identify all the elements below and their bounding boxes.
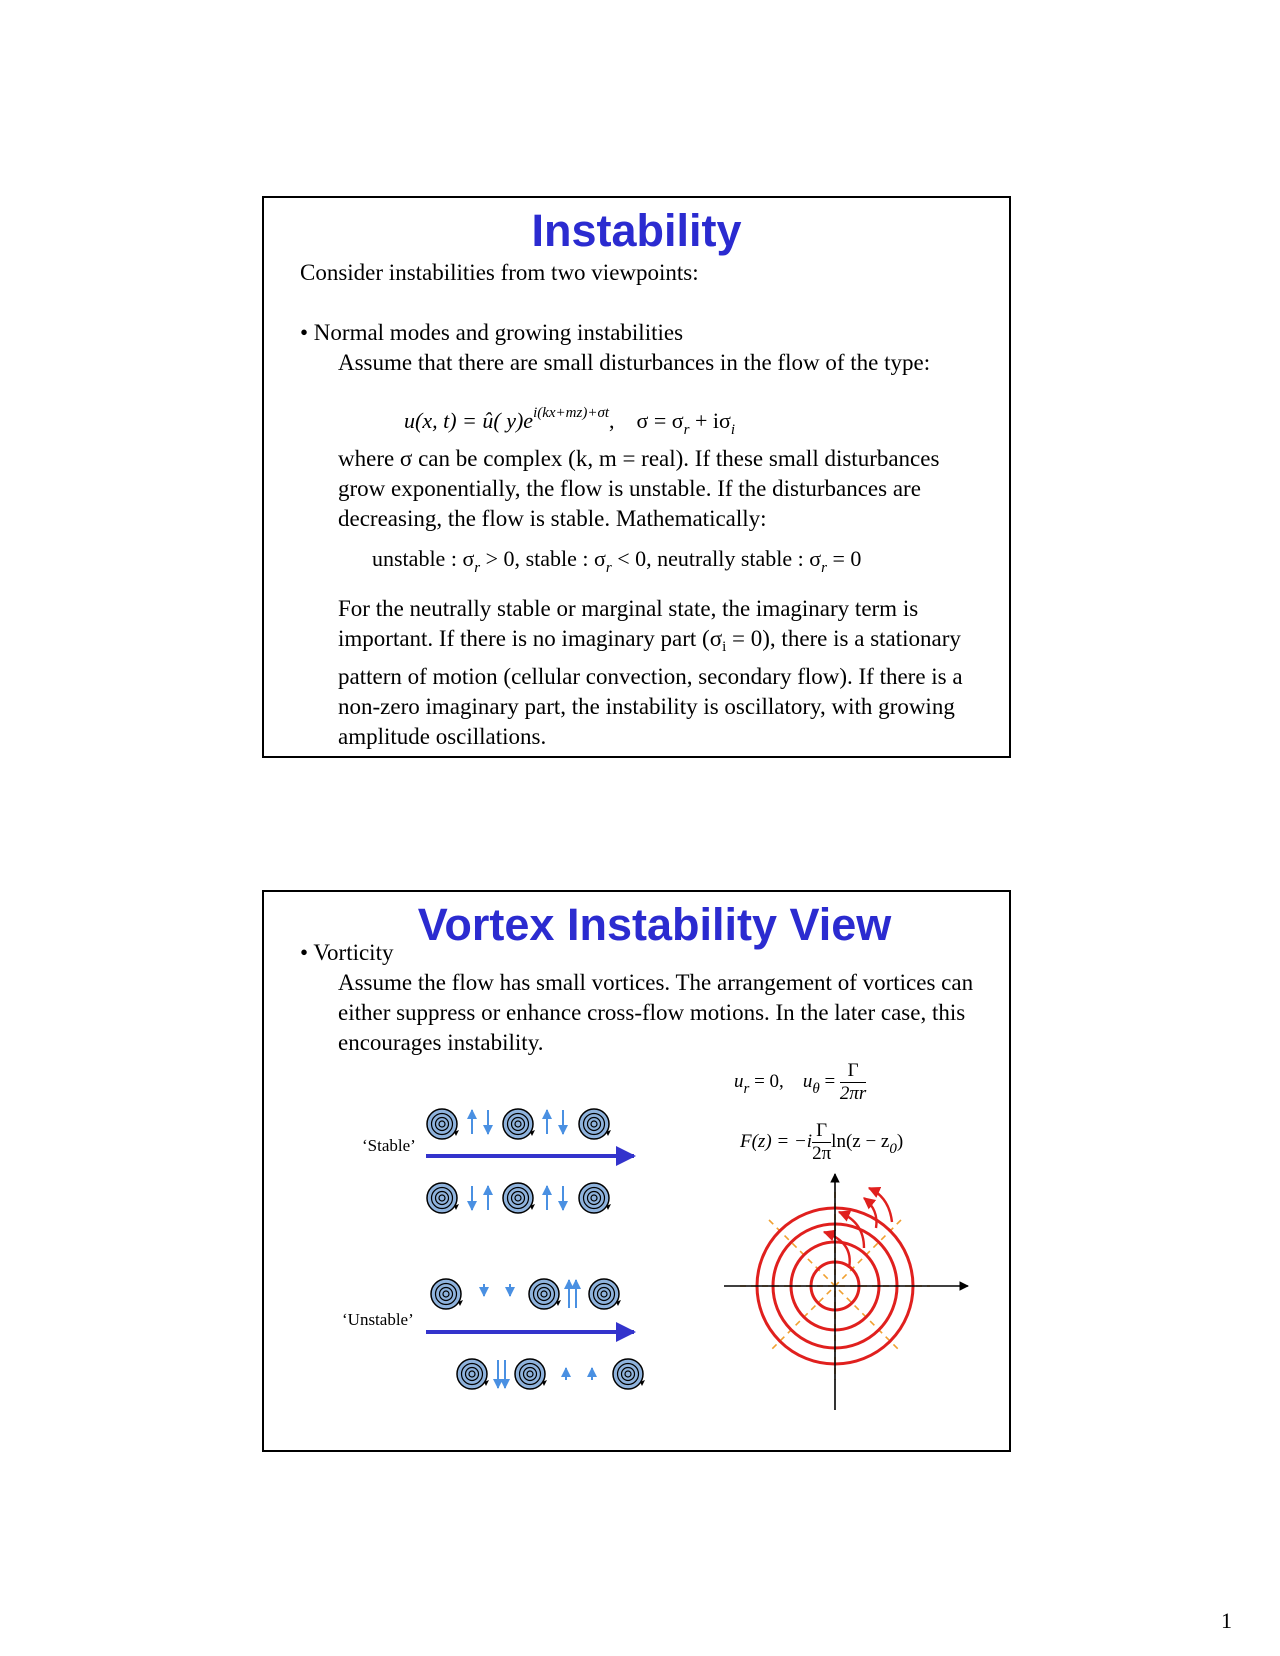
complex-potential-equation: F(z) = −i $\frac{\Gamma}{2\pi}$ $\ln(z - z_0)$: [740, 1120, 904, 1164]
para-disturbances: Assume that there are small disturbances in the flow of the type:: [338, 350, 931, 375]
slide-title: Instability: [531, 205, 742, 256]
slide-vortex-instability: [262, 890, 1011, 1452]
slide-instability: [262, 196, 1011, 758]
bullet-vorticity: • Vorticity: [300, 940, 394, 965]
label-unstable: ‘Unstable’: [342, 1310, 414, 1329]
para-sigma-complex: where σ can be complex (k, m = real). If these small disturbances grow exponentially, the flow is unstable. If the disturbances are decreasing, the flow is stable. Mathematically:: [338, 446, 940, 531]
label-stable: ‘Stable’: [362, 1136, 416, 1155]
para-neutral-state: For the neutrally stable or marginal state, the imaginary term is important. If there is no imaginary part $(\sigma_i = 0)$, there is a stationary pattern of motion (cellular convection, secondary flow). If there is a non-zero imaginary part, the instability is oscillatory, with growing amplitude oscillations.: [338, 596, 963, 749]
velocity-equation: $u_r = 0$, $u_\theta$ = $\frac{\Gamma}{2\pi r}$: [734, 1060, 867, 1104]
intro-text: Consider instabilities from two viewpoints:: [300, 260, 699, 285]
para-vortices: Assume the flow has small vortices. The arrangement of vortices can either suppress or enhance cross-flow motions. In the later case, this encourages instability.: [338, 970, 974, 1055]
slide-title: Vortex Instability View: [417, 899, 892, 950]
page-number: 1: [1221, 1608, 1232, 1633]
disturbance-equation: u(x, t) = û( $y)e^{i(kx+mz)+\sigma t}$, $\sigma = \sigma_r + i\sigma_i$: [404, 405, 736, 438]
stability-conditions: unstable : $\sigma_r > 0$, stable : $\sigma_r < 0$, neutrally stable : $\sigma_r = 0$: [372, 546, 862, 576]
point-vortex-figure: [264, 892, 1013, 1454]
bullet-normal-modes: • Normal modes and growing instabilities: [300, 320, 684, 345]
